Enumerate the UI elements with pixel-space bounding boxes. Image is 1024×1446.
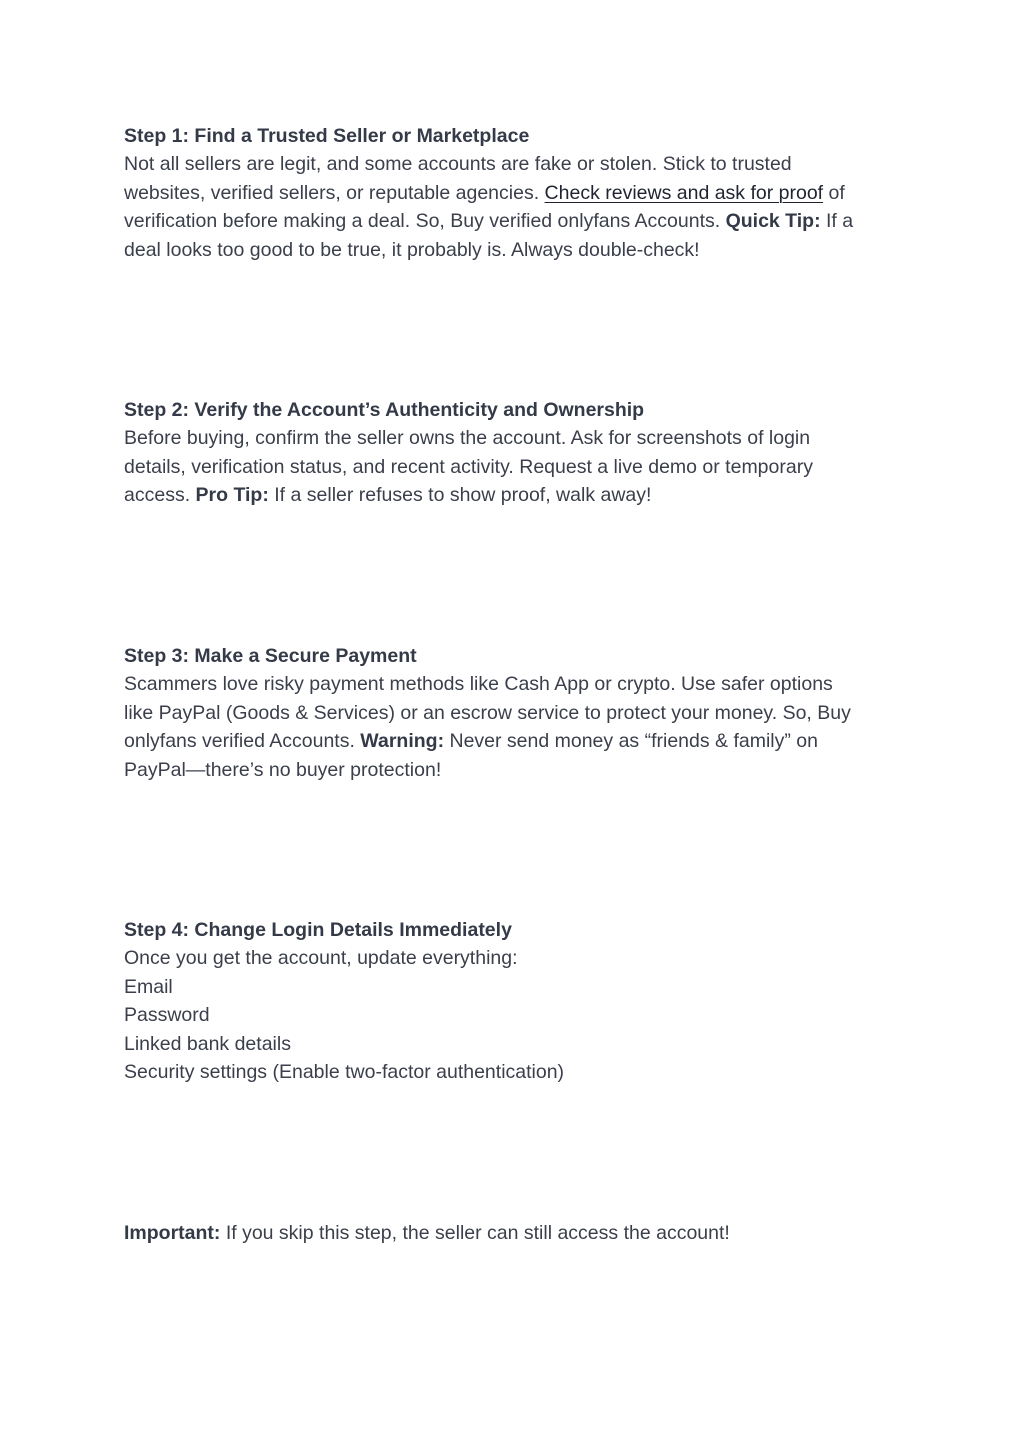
check-reviews-link[interactable]: Check reviews and ask for proof	[544, 181, 824, 204]
pro-tip-label: Pro Tip:	[195, 484, 269, 507]
step-2-section	[124, 396, 894, 510]
step-1-line-1: Not all sellers are legit, and some accounts are fake or stolen. Stick to trusted	[124, 153, 792, 176]
step-1-line-2	[124, 179, 894, 207]
step-3-section	[124, 642, 894, 784]
step-2-line-3	[124, 481, 894, 509]
step-4-section	[124, 916, 894, 1086]
important-text: If you skip this step, the seller can still access the account!	[220, 1222, 730, 1244]
step-3-heading: Step 3: Make a Secure Payment	[124, 645, 417, 667]
important-line	[124, 1219, 894, 1247]
quick-tip-label: Quick Tip:	[725, 210, 821, 233]
step-3-line-3-tail: Never send money as “friends & family” on	[444, 730, 818, 753]
important-note	[124, 1219, 894, 1247]
step-1-line-3-tail: If a	[820, 210, 854, 233]
step-2-line-1: Before buying, confirm the seller owns the account. Ask for screenshots of login	[124, 427, 811, 450]
list-item: Security settings (Enable two-factor authentication)	[124, 1061, 565, 1084]
step-1-line-4: deal looks too good to be true, it probably is. Always double-check!	[124, 238, 700, 261]
step-3-line-4: PayPal—there’s no buyer protection!	[124, 758, 442, 781]
step-4-heading: Step 4: Change Login Details Immediately	[124, 919, 512, 941]
step-2-line-2: details, verification status, and recent activity. Request a live demo or temporary	[124, 455, 813, 478]
step-4-intro: Once you get the account, update everything:	[124, 947, 518, 970]
warning-label: Warning:	[360, 730, 445, 753]
step-2-line-3-tail: If a seller refuses to show proof, walk away!	[268, 484, 652, 507]
step-3-line-3	[124, 727, 894, 755]
important-label: Important:	[124, 1222, 221, 1244]
step-1-heading: Step 1: Find a Trusted Seller or Marketplace	[124, 125, 530, 147]
step-2-heading: Step 2: Verify the Account’s Authenticity and Ownership	[124, 399, 645, 421]
step-3-line-1: Scammers love risky payment methods like Cash App or crypto. Use safer options	[124, 673, 833, 696]
step-2-line-3-text: access.	[124, 484, 196, 507]
list-item: Password	[124, 1004, 210, 1027]
step-3-line-2: like PayPal (Goods & Services) or an escrow service to protect your money. So, Buy	[124, 701, 851, 724]
list-item: Linked bank details	[124, 1032, 291, 1055]
list-item: Email	[124, 975, 173, 998]
step-3-line-3-text: onlyfans verified Accounts.	[124, 730, 361, 753]
step-1-line-2-tail: of	[823, 181, 845, 204]
step-1-section	[124, 122, 894, 264]
step-1-line-3	[124, 207, 894, 235]
step-1-line-2-text: websites, verified sellers, or reputable agencies.	[124, 181, 545, 204]
step-1-line-3-text: verification before making a deal. So, Buy verified onlyfans Accounts.	[124, 210, 726, 233]
